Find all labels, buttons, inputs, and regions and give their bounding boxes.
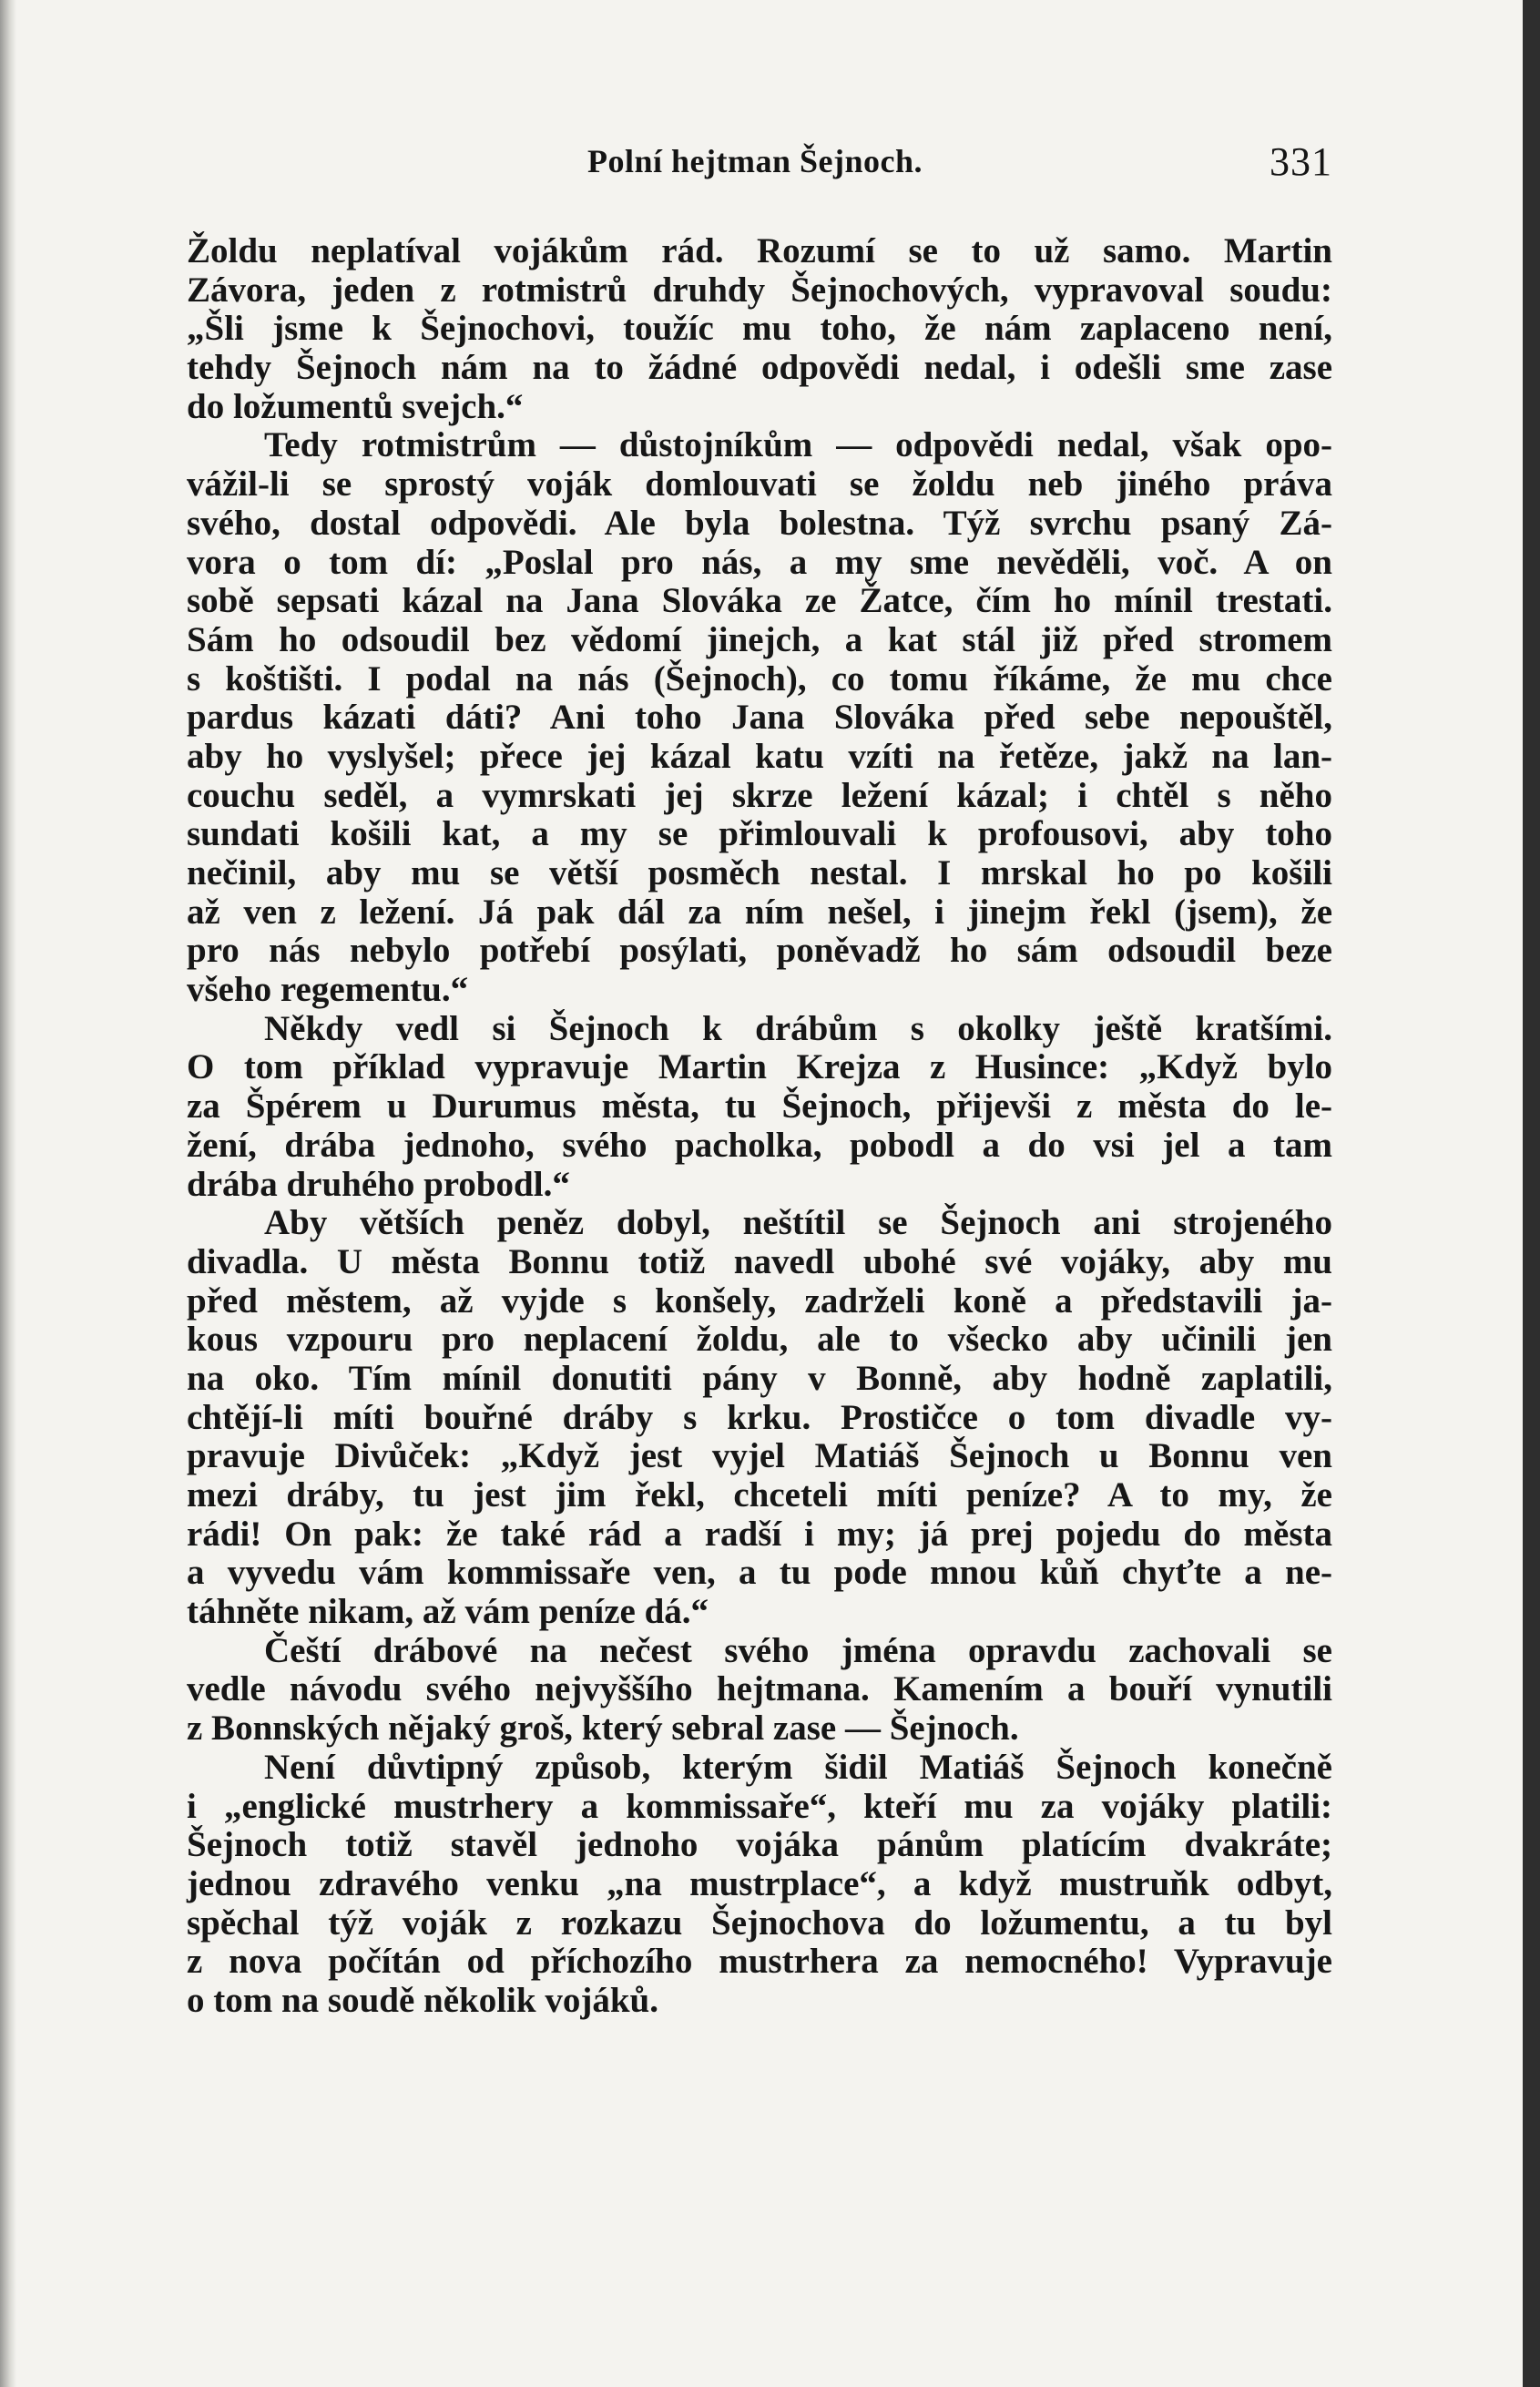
body-text [187, 232, 1332, 2021]
text-line: sobě sepsati kázal na Jana Slováka ze Žatce, čím ho mínil trestati. [187, 581, 1332, 621]
paragraph [187, 1204, 1332, 1632]
text-line: na oko. Tím mínil donutiti pány v Bonně, aby hodně zaplatili, [187, 1358, 1332, 1398]
text-line: sundati košili kat, a my se přimlouvali k profousovi, aby toho [187, 814, 1332, 854]
text-line: Čeští drábové na nečest svého jména opravdu zachovali se [264, 1630, 1332, 1670]
paragraph [187, 1632, 1332, 1749]
running-title: Polní hejtman Šejnoch. [587, 143, 923, 179]
page-spine-shadow [0, 0, 16, 2387]
text-line: Není důvtipný způsob, kterým šidil Matiáš Šejnoch konečně [264, 1747, 1332, 1787]
page-header [187, 138, 1332, 193]
text-line: Šejnoch totiž stavěl jednoho vojáka pánům platícím dvakráte; [187, 1825, 1332, 1865]
text-line: táhněte nikam, až vám peníze dá.“ [187, 1592, 709, 1632]
text-line: vora o tom dí: „Poslal pro nás, a my sme nevěděli, voč. A on [187, 542, 1332, 582]
text-line: mezi dráby, tu jest jim řekl, chceteli míti peníze? A to my, že [187, 1475, 1332, 1515]
text-line: Sám ho odsoudil bez vědomí jinejch, a kat stál již před stromem [187, 619, 1332, 659]
text-line: o tom na soudě několik vojáků. [187, 1980, 658, 2020]
text-line: a vyvedu vám kommissaře ven, a tu pode mnou kůň chyťte a ne- [187, 1553, 1332, 1593]
text-line: rádi! On pak: že také rád a radší i my; já prej pojedu do města [187, 1514, 1332, 1554]
paragraph [187, 1010, 1332, 1204]
text-line: „Šli jsme k Šejnochovi, toužíc mu toho, že nám zaplaceno není, [187, 309, 1332, 349]
text-line: jednou zdravého venku „na mustrplace“, a když mustruňk odbyt, [187, 1863, 1332, 1903]
text-line: pardus kázati dáti? Ani toho Jana Slováka před sebe nepouštěl, [187, 698, 1332, 738]
text-line: aby ho vyslyšel; přece jej kázal katu vzíti na řetěze, jakž na lan- [187, 736, 1332, 776]
text-line: tehdy Šejnoch nám na to žádné odpovědi nedal, i odešli sme zase [187, 348, 1332, 388]
text-line: pro nás nebylo potřebí posýlati, poněvadž ho sám odsoudil beze [187, 931, 1332, 971]
text-line: pravuje Divůček: „Když jest vyjel Matiáš Šejnoch u Bonnu ven [187, 1436, 1332, 1476]
text-line: spěchal týž voják z rozkazu Šejnochova do ložumentu, a tu byl [187, 1902, 1332, 1943]
text-line: Závora, jeden z rotmistrů druhdy Šejnochových, vypravoval soudu: [187, 270, 1332, 310]
text-line: až ven z ležení. Já pak dál za ním nešel, i jinejm řekl (jsem), že [187, 892, 1332, 932]
text-line: couchu seděl, a vymrskati jej skrze ležení kázal; i chtěl s něho [187, 775, 1332, 815]
text-line: žení, drába jednoho, svého pacholka, pobodl a do vsi jel a tam [187, 1125, 1332, 1165]
text-line: Tedy rotmistrům — důstojníkům — odpovědi nedal, však opo- [264, 425, 1332, 465]
scan-edge [1523, 0, 1540, 2387]
text-line: i „englické mustrhery a kommissaře“, kteří mu za vojáky platili: [187, 1786, 1332, 1826]
text-line: drába druhého probodl.“ [187, 1164, 570, 1204]
text-line: svého, dostal odpovědi. Ale byla bolestna. Týž svrchu psaný Zá- [187, 503, 1332, 543]
paragraph [187, 1749, 1332, 2021]
text-line: vážil-li se sprostý voják domlouvati se žoldu neb jiného práva [187, 464, 1332, 505]
text-line: vedle návodu svého nejvyššího hejtmana. Kamením a bouří vynutili [187, 1669, 1332, 1709]
text-line: za Špérem u Durumus města, tu Šejnoch, přijevši z města do le- [187, 1086, 1332, 1127]
page-number: 331 [1270, 139, 1332, 184]
text-line: Někdy vedl si Šejnoch k drábům s okolky ještě kratšími. [264, 1008, 1332, 1048]
text-line: kous vzpouru pro neplacení žoldu, ale to všecko aby učinili jen [187, 1320, 1332, 1360]
text-line: nečinil, aby mu se větší posměch nestal. I mrskal ho po košili [187, 853, 1332, 893]
text-line: s koštišti. I podal na nás (Šejnoch), co tomu říkáme, že mu chce [187, 658, 1332, 699]
text-line: všeho regementu.“ [187, 970, 469, 1010]
text-line: O tom příklad vypravuje Martin Krejza z Husince: „Když bylo [187, 1047, 1332, 1087]
text-line: Aby větších peněz dobyl, neštítil se Šejnoch ani strojeného [264, 1203, 1332, 1243]
text-line: Žoldu neplatíval vojákům rád. Rozumí se to už samo. Martin [187, 231, 1332, 270]
text-line: do ložumentů svejch.“ [187, 386, 524, 426]
text-line: z nova počítán od příchozího mustrhera za nemocného! Vypravuje [187, 1942, 1332, 1982]
text-line: před městem, až vyjde s konšely, zadrželi koně a představili ja- [187, 1280, 1332, 1321]
text-line: chtějí-li míti bouřné dráby s krku. Prostičce o tom divadle vy- [187, 1397, 1332, 1437]
text-line: divadla. U města Bonnu totiž navedl ubohé své vojáky, aby mu [187, 1241, 1332, 1281]
text-line: z Bonnských nějaký groš, který sebral zase — Šejnoch. [187, 1709, 1019, 1749]
paragraph [187, 232, 1332, 426]
paragraph [187, 426, 1332, 1009]
